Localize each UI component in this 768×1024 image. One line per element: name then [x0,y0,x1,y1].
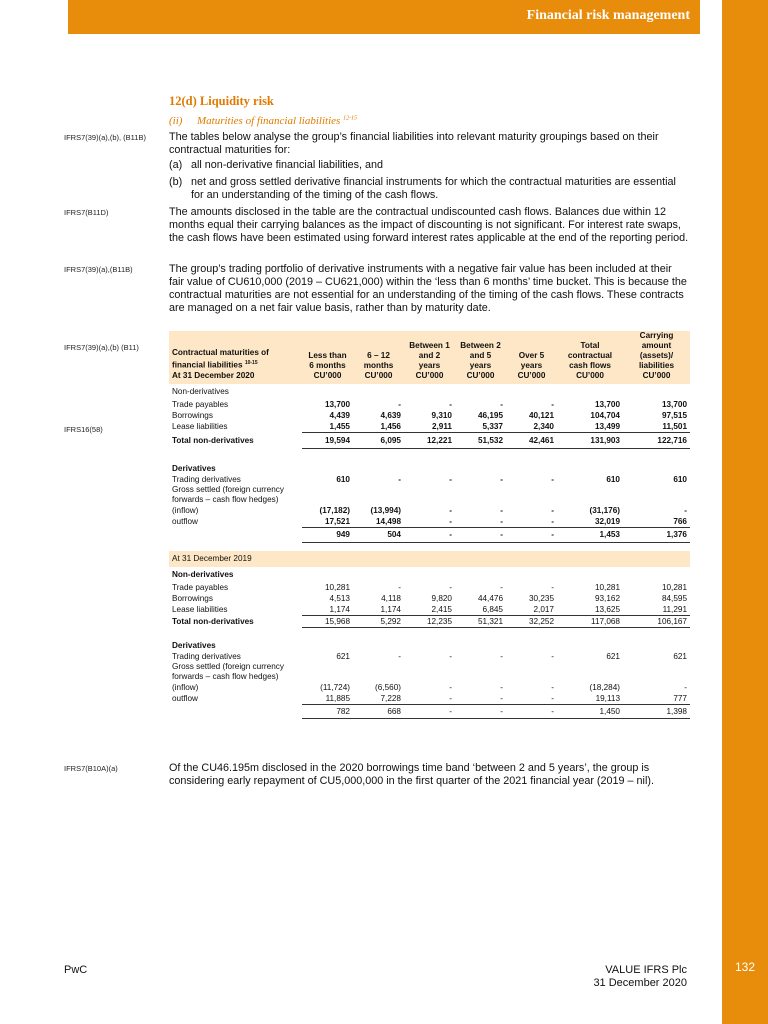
list-text-b: net and gross settled derivative financial instruments for which the contractual maturities are essential for an understanding of the timing of the cash flows. [191,176,676,201]
table-header-label: Contractual maturities of financial liabilities $^{10-15}$ At 31 December 2020 [169,331,302,384]
col-total: Total contractual cash flows CU’000 [557,331,623,384]
cashflow-paragraph: The amounts disclosed in the table are the contractual undiscounted cash flows. Balances due within 12 months equal their carrying balances as the impact of discounting is not significant. For interest rate swaps, the cash flows have been estimated using forward interest rates applicable at the end of the reporting period. [169,206,689,244]
table-row: outflow 17,521 14,498 - - - 32,019 766 [172,516,687,526]
total-row: 949 504 - - - 1,453 1,376 [169,527,690,542]
col-less-6m: Less than 6 months CU’000 [302,331,353,384]
footer-date: 31 December 2020 [593,977,687,989]
trading-paragraph: The group’s trading portfolio of derivative instruments with a negative fair value has been included at their fair value of CU610,000 (2019 – CU621,000) within the ‘less than 6 months’ time bucket. This is because the contractual maturities are not essential for an understanding of the timing of the cash flows. These contracts are managed on a net fair value basis, rather than by maturity date. [169,263,687,314]
col-over-5y: Over 5 years CU’000 [506,331,557,384]
total-row: Total non-derivatives 15,968 5,292 12,235 51,321 32,252 117,068 106,167 [169,615,690,627]
table-row: Lease liabilities 1,455 1,456 2,911 5,337 2,340 13,499 11,501 [169,421,690,433]
year-2019-heading-row: At 31 December 2019 [169,551,690,567]
group-heading: Derivatives [172,641,216,650]
total-row: Total non-derivatives 19,594 6,095 12,221 51,532 42,461 131,903 122,716 [169,433,690,449]
ref-ifrs7-b10a: IFRS7(B10A)(a) [64,764,118,773]
group-heading: Derivatives [172,463,216,473]
col-1-2y: Between 1 and 2 years CU’000 [404,331,455,384]
table-row: Borrowings 4,439 4,639 9,310 46,195 40,121 104,704 97,515 [172,411,687,420]
page-header-title: Financial risk management [526,8,690,23]
table-row: outflow 11,885 7,228 - - - 19,113 777 [169,693,690,705]
total-row: 782 668 - - - 1,450 1,398 [169,705,690,719]
table-row: Trading derivatives 610 - - - - 610 610 [172,474,687,484]
table-row: Trade payables 13,700 - - - - 13,700 13,700 [172,400,687,409]
table-row: Gross settled (foreign currency forwards – cash flow hedges) [172,484,284,504]
col-6-12m: 6 – 12 months CU’000 [353,331,404,384]
table-row: Gross settled (foreign currency forwards – cash flow hedges) [172,662,284,681]
ref-ifrs7-b11d: IFRS7(B11D) [64,208,109,217]
ref-ifrs7-b11: IFRS7(39)(a),(b) (B11) [64,343,139,352]
side-bar [722,0,768,1024]
maturity-table [169,331,690,719]
intro-paragraph: The tables below analyse the group’s financial liabilities into relevant maturity groupings based on their contractual maturities for: [169,131,659,156]
repayment-paragraph: Of the CU46.195m disclosed in the 2020 borrowings time band ‘between 2 and 5 years’, the group is considering early repayment of CU5,000,000 in the first quarter of the 2021 financial year (2019 – nil). [169,762,654,787]
table-row: (inflow) (11,724) (6,560) - - - (18,284) - [172,683,687,692]
section-title: 12(d) Liquidity risk [169,94,274,108]
group-heading: Non-derivatives [172,569,234,579]
list-text-a: all non-derivative financial liabilities, and [191,159,384,171]
table-row: Trade payables 10,281 - - - - 10,281 10,281 [172,582,687,592]
subsection-number: (ii) [169,115,183,127]
col-carrying: Carrying amount (assets)/ liabilities CU’000 [623,331,690,384]
table-row: (inflow) (17,182) (13,994) - - - (31,176) - [172,505,687,515]
page-number: 132 [734,960,756,974]
ref-ifrs16: IFRS16(58) [64,425,103,434]
col-2-5y: Between 2 and 5 years CU’000 [455,331,506,384]
list-label-a: (a) [169,159,183,171]
footer-entity [520,964,687,990]
header-bar [68,0,700,34]
table-row: Trading derivatives 621 - - - - 621 621 [172,652,687,661]
table-header-row [169,331,690,384]
ref-ifrs7-39: IFRS7(39)(a),(b), (B11B) [64,133,146,142]
subsection-sup: 12-15 [343,115,358,122]
footer-company: PwC [64,964,88,976]
table-row: Borrowings 4,513 4,118 9,820 44,476 30,235 93,162 84,595 [172,593,687,603]
group-heading: Non-derivatives [172,387,229,396]
subsection-title [169,115,357,127]
footer-entity-name: VALUE IFRS Plc [605,964,687,976]
ref-ifrs7-39a: IFRS7(39)(a),(B11B) [64,265,133,274]
table-row: Lease liabilities 1,174 1,174 2,415 6,845 2,017 13,625 11,291 [172,604,687,614]
list-label-b: (b) [169,176,183,188]
subsection-text: Maturities of financial liabilities [197,115,341,127]
